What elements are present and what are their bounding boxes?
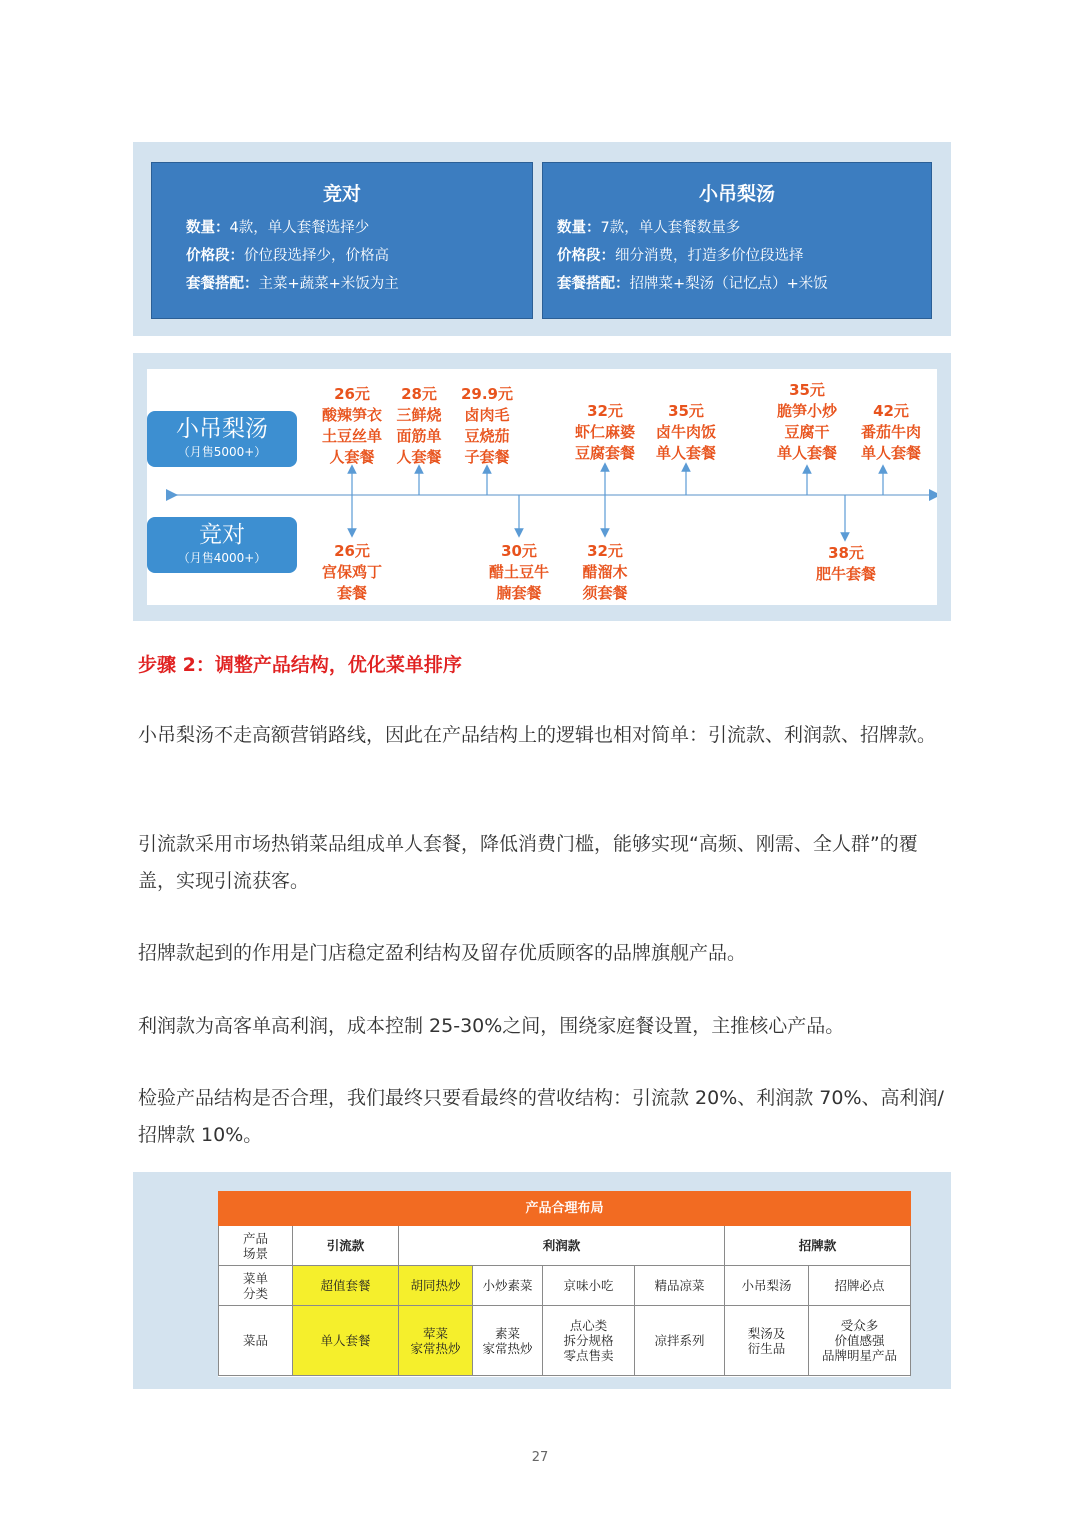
category-header: 招牌款 [725,1226,911,1266]
table-cell: 凉拌系列 [635,1306,725,1376]
competitor-badge: 竞对 （月售4000+） [147,517,297,573]
brand-summary-box [542,162,932,319]
bottom-price-item: 38元 肥牛套餐 [815,544,876,583]
competitor-title: 竞对 [322,183,361,205]
table-cell: 单人套餐 [293,1306,399,1376]
table-cell: 荤菜 家常热炒 [399,1306,473,1376]
table-cell: 点心类 拆分规格 零点售卖 [543,1306,635,1376]
bottom-price-item: 32元 醋溜木 须套餐 [582,542,628,602]
top-price-item: 32元 虾仁麻婆 豆腐套餐 [574,402,635,462]
paragraph: 招牌款起到的作用是门店稳定盈利结构及留存优质顾客的品牌旗舰产品。 [138,942,747,964]
top-price-item: 26元 酸辣笋衣 土豆丝单 人套餐 [321,385,382,466]
table-row [219,1226,911,1266]
row-label: 产品 场景 [219,1226,293,1266]
table-cell: 素菜 家常热炒 [473,1306,543,1376]
table-row [219,1266,911,1306]
bottom-price-item: 30元 醋土豆牛 腩套餐 [488,542,549,602]
paragraph: 检验产品结构是否合理，我们最终只要看最终的营收结构：引流款 20%、利润款 70%、高利润/招牌款 10%。 [138,1087,944,1146]
paragraph: 小吊梨汤不走高额营销路线，因此在产品结构上的逻辑也相对简单：引流款、利润款、招牌款。 [138,724,937,746]
category-header: 引流款 [293,1226,399,1266]
table-cell: 受众多 价值感强 品牌明星产品 [809,1306,911,1376]
bottom-price-item: 26元 宫保鸡丁 套餐 [321,542,382,602]
table-cell: 京味小吃 [543,1266,635,1306]
brand-row: 价格段：细分消费，打造多价位段选择 [557,248,804,264]
table-cell: 超值套餐 [293,1266,399,1306]
category-header: 利润款 [399,1226,725,1266]
comparison-figure [133,142,951,336]
table-cell: 小炒素菜 [473,1266,543,1306]
product-layout-figure [133,1172,951,1389]
table-row [219,1306,911,1376]
paragraph: 利润款为高客单高利润，成本控制 25-30%之间，围绕家庭餐设置，主推核心产品。 [138,1015,845,1037]
product-layout-table [218,1191,911,1376]
competitor-summary-box [151,162,533,319]
table-cell: 胡同热炒 [399,1266,473,1306]
brand-row: 套餐搭配：招牌菜+梨汤（记忆点）+米饭 [557,276,828,292]
paragraph: 引流款采用市场热销菜品组成单人套餐，降低消费门槛，能够实现“高频、刚需、全人群”的覆盖，实现引流获客。 [138,833,918,892]
top-price-item: 42元 番茄牛肉 单人套餐 [860,402,921,462]
table-cell: 招牌必点 [809,1266,911,1306]
brand-badge: 小吊梨汤 （月售5000+） [147,411,297,467]
competitor-row: 套餐搭配：主菜+蔬菜+米饭为主 [186,276,399,292]
brand-row: 数量：7款，单人套餐数量多 [557,220,741,236]
table-title: 产品合理布局 [219,1192,911,1226]
table-cell: 精品凉菜 [635,1266,725,1306]
page-number: 27 [531,1450,549,1465]
price-timeline-figure [133,353,951,621]
step-heading: 步骤 2：调整产品结构，优化菜单排序 [138,654,462,676]
top-price-item: 35元 卤牛肉饭 单人套餐 [655,402,716,462]
brand-title: 小吊梨汤 [698,183,775,205]
product-layout-table-wrap [218,1191,910,1377]
row-label: 菜单 分类 [219,1266,293,1306]
table-cell: 梨汤及 衍生品 [725,1306,809,1376]
competitor-row: 价格段：价位段选择少，价格高 [186,248,389,264]
top-price-item: 35元 脆笋小炒 豆腐干 单人套餐 [776,381,837,462]
top-price-item: 28元 三鲜烧 面筋单 人套餐 [396,385,442,466]
table-cell: 小吊梨汤 [725,1266,809,1306]
timeline-canvas [147,369,937,605]
competitor-row: 数量：4款，单人套餐选择少 [186,220,370,236]
row-label: 菜品 [219,1306,293,1376]
top-price-item: 29.9元 卤肉毛 豆烧茄 子套餐 [460,385,513,466]
